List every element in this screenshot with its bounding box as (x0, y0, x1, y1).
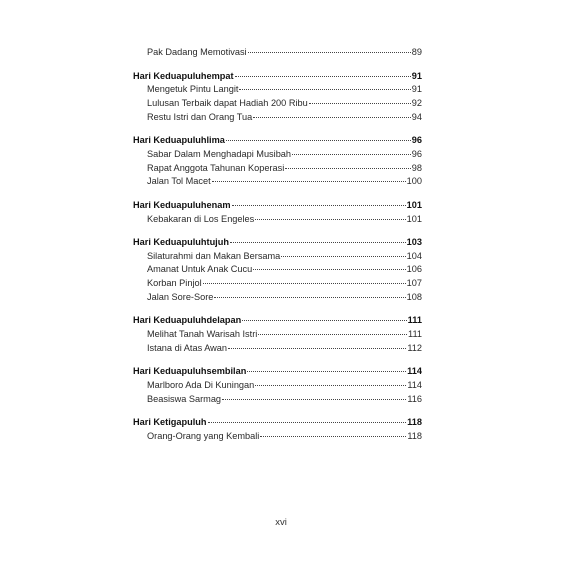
dot-leader (235, 75, 411, 77)
section-title: Melihat Tanah Warisah Istri (147, 329, 258, 340)
page-ref: 96 (411, 135, 422, 146)
section-title: Jalan Tol Macet (147, 176, 211, 187)
table-of-contents (133, 46, 422, 444)
chapter-title: Hari Keduapuluhsembilan (133, 366, 247, 377)
toc-section-entry (133, 379, 422, 393)
page-ref: 111 (408, 329, 422, 340)
chapter-title: Hari Keduapuluhenam (133, 199, 231, 210)
page-ref: 116 (407, 393, 422, 404)
page-ref: 101 (406, 213, 422, 224)
dot-leader (281, 255, 405, 257)
section-gap (133, 60, 422, 70)
toc-section-entry (133, 148, 422, 162)
toc-chapter-entry (133, 70, 422, 84)
toc-section-entry (133, 328, 422, 342)
toc-chapter-entry (133, 134, 422, 148)
section-gap (133, 304, 422, 314)
section-title: Mengetuk Pintu Langit (147, 84, 239, 95)
toc-section-entry (133, 162, 422, 176)
page-ref: 114 (407, 380, 422, 390)
dot-leader (253, 268, 405, 270)
toc-chapter-entry (133, 199, 422, 213)
dot-leader (228, 347, 406, 349)
page-ref: 92 (411, 97, 422, 108)
chapter-title: Hari Keduapuluhtujuh (133, 237, 229, 248)
dot-leader (285, 167, 411, 169)
section-title: Marlboro Ada Di Kuningan (147, 380, 255, 390)
section-gap (133, 406, 422, 416)
section-title: Rapat Anggota Tahunan Koperasi (147, 162, 285, 173)
page-ref: 100 (406, 176, 422, 187)
dot-leader (230, 241, 406, 243)
page-ref: 89 (411, 47, 422, 57)
section-title: Jalan Sore-Sore (147, 291, 214, 302)
page-ref: 114 (407, 366, 422, 377)
section-gap (133, 124, 422, 134)
toc-section-entry (133, 175, 422, 189)
toc-section-entry (133, 97, 422, 111)
toc-section-entry (133, 291, 422, 305)
dot-leader (232, 204, 406, 206)
page-ref: 107 (406, 278, 422, 289)
section-title: Orang-Orang yang Kembali (147, 430, 260, 441)
toc-section-entry (133, 111, 422, 125)
section-title: Sabar Dalam Menghadapi Musibah (147, 148, 292, 159)
page-ref: 91 (411, 70, 422, 81)
section-title: Restu Istri dan Orang Tua (147, 111, 253, 122)
dot-leader (203, 282, 406, 284)
toc-chapter-entry (133, 314, 422, 328)
dot-leader (242, 319, 406, 321)
section-title: Pak Dadang Memotivasi (147, 47, 247, 57)
page-ref: 98 (411, 162, 422, 173)
dot-leader (309, 102, 411, 104)
dot-leader (222, 398, 406, 400)
page-ref: 118 (407, 430, 422, 441)
toc-chapter-entry (133, 416, 422, 430)
section-title: Kebakaran di Los Engeles (147, 213, 255, 224)
dot-leader (248, 51, 411, 53)
page-ref: 106 (406, 264, 422, 275)
dot-leader (253, 116, 411, 118)
page-ref: 108 (406, 291, 422, 302)
dot-leader (292, 153, 411, 155)
dot-leader (226, 139, 411, 141)
dot-leader (239, 88, 410, 90)
toc-chapter-entry (133, 236, 422, 250)
chapter-title: Hari Ketigapuluh (133, 417, 207, 428)
page-ref: 118 (407, 417, 422, 428)
section-title: Amanat Untuk Anak Cucu (147, 264, 253, 275)
section-title: Silaturahmi dan Makan Bersama (147, 250, 281, 261)
toc-section-entry (133, 393, 422, 407)
page-ref: 101 (406, 199, 422, 210)
toc-section-entry (133, 277, 422, 291)
section-title: Korban Pinjol (147, 278, 202, 289)
section-title: Lulusan Terbaik dapat Hadiah 200 Ribu (147, 97, 308, 108)
dot-leader (260, 435, 406, 437)
dot-leader (212, 180, 406, 182)
chapter-title: Hari Keduapuluhempat (133, 70, 234, 81)
toc-section-entry (133, 263, 422, 277)
page-ref: 91 (411, 84, 422, 95)
chapter-title: Hari Keduapuluhlima (133, 135, 225, 146)
chapter-title: Hari Keduapuluhdelapan (133, 315, 242, 326)
page-ref: 96 (411, 148, 422, 159)
toc-section-entry (133, 250, 422, 264)
dot-leader (258, 333, 407, 335)
section-gap (133, 226, 422, 236)
dot-leader (255, 218, 405, 220)
toc-section-entry (133, 430, 422, 444)
section-title: Istana di Atas Awan (147, 342, 228, 353)
page-ref: 104 (406, 250, 422, 261)
toc-chapter-entry (133, 365, 422, 379)
dot-leader (208, 421, 407, 423)
page-ref: 111 (407, 315, 422, 326)
section-title: Beasiswa Sarmag (147, 393, 222, 404)
page-ref: 112 (407, 342, 422, 353)
toc-section-entry (133, 213, 422, 227)
toc-section-entry (133, 83, 422, 97)
toc-section-entry (133, 46, 422, 60)
page-number: xvi (275, 517, 287, 528)
toc-section-entry (133, 342, 422, 356)
dot-leader (255, 384, 406, 386)
section-gap (133, 355, 422, 365)
dot-leader (247, 370, 406, 372)
dot-leader (214, 296, 405, 298)
page-ref: 94 (411, 111, 422, 122)
page-ref: 103 (406, 237, 422, 248)
section-gap (133, 189, 422, 199)
